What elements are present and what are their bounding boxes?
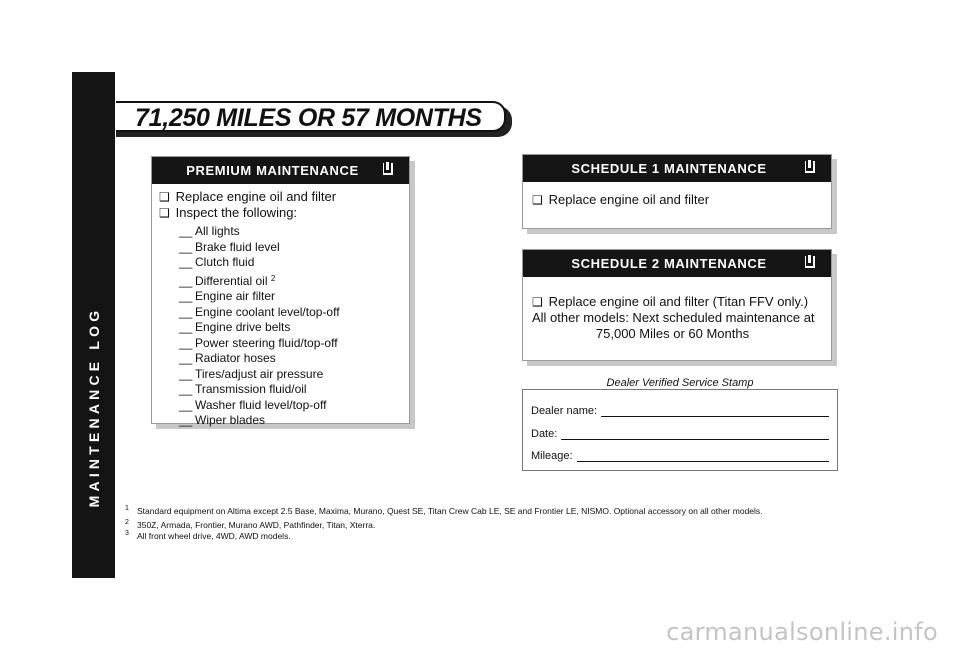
checkbox-icon xyxy=(383,163,393,175)
inspect-item[interactable]: __ Washer fluid level/top-off xyxy=(179,397,327,412)
footnote-number: 3 xyxy=(125,530,129,537)
sidebar-title: MAINTENANCE LOG xyxy=(85,306,102,508)
schedule-2-note: All other models: Next scheduled maintenance at xyxy=(532,310,815,325)
checkbox-icon: ❑ xyxy=(532,295,543,309)
checkbox-icon xyxy=(805,256,815,268)
inspect-item[interactable]: __ Engine air filter xyxy=(179,289,276,303)
inspect-item[interactable]: __ Tires/adjust air pressure xyxy=(179,366,324,381)
schedule-2-item[interactable] xyxy=(532,294,831,310)
inspect-item[interactable]: __ Clutch fluid xyxy=(179,255,255,269)
premium-maintenance-title: PREMIUM MAINTENANCE xyxy=(186,163,359,178)
footnotes xyxy=(125,506,845,543)
schedule-1-header xyxy=(523,155,831,182)
item-label: Replace engine oil and filter xyxy=(548,192,710,207)
footnote-text: 350Z, Armada, Frontier, Murano AWD, Pathfinder, Titan, Xterra. xyxy=(137,519,376,530)
inspect-item[interactable]: __ Transmission fluid/oil xyxy=(179,382,307,396)
date-field[interactable] xyxy=(561,427,829,440)
page-number: 38 xyxy=(86,598,101,612)
mileage-row xyxy=(531,446,829,462)
footnote-ref: 2 xyxy=(270,273,276,283)
schedule-1-item[interactable] xyxy=(523,182,831,208)
checkbox-icon: ❑ xyxy=(532,193,543,207)
inspect-item[interactable]: __ Radiator hoses xyxy=(179,351,276,365)
mileage-label: Mileage: xyxy=(531,450,573,462)
checkbox-icon xyxy=(805,161,815,173)
footnote xyxy=(125,531,845,542)
inspect-item[interactable]: __ Engine coolant level/top-off xyxy=(179,304,340,319)
footnote-text: Standard equipment on Altima except 2.5 Base, Maxima, Murano, Quest SE, Titan Crew Cab LE, SE and Frontier LE, NISMO. Optional accessory on all other models. xyxy=(137,506,763,516)
footnote-number: 2 xyxy=(125,518,129,526)
date-row xyxy=(531,424,829,440)
date-label: Date: xyxy=(531,428,558,440)
sidebar xyxy=(72,72,115,612)
inspect-item[interactable]: __ Power steering fluid/top-off xyxy=(179,335,338,350)
schedule-2-box xyxy=(522,249,832,361)
premium-item-replace-oil[interactable] xyxy=(159,189,409,205)
stamp-caption: Dealer Verified Service Stamp xyxy=(606,377,754,389)
inspect-item[interactable]: __ Wiper blades xyxy=(179,413,266,427)
inspect-item[interactable]: __ Differential oil $^2$ xyxy=(179,273,276,288)
footnote xyxy=(125,520,845,531)
schedule-2-note-interval: 75,000 Miles or 60 Months xyxy=(595,326,750,341)
footnote-text: All front wheel drive, 4WD, AWD models. xyxy=(137,531,291,541)
schedule-1-box xyxy=(522,154,832,229)
checkbox-icon: ❑ xyxy=(159,190,170,204)
premium-maintenance-box xyxy=(151,156,410,427)
mileage-field[interactable] xyxy=(577,449,829,462)
footnote-number: 1 xyxy=(125,505,129,512)
item-label: Inspect the following: xyxy=(175,205,298,220)
schedule-2-title: SCHEDULE 2 MAINTENANCE xyxy=(571,256,767,271)
inspect-item[interactable]: __ All lights xyxy=(179,224,240,238)
dealer-stamp-box xyxy=(522,389,838,471)
banner-title: 71,250 MILES OR 57 MONTHS xyxy=(135,104,482,132)
item-label: Replace engine oil and filter xyxy=(175,189,337,204)
footnote xyxy=(125,506,845,517)
inspect-item[interactable]: __ Brake fluid level xyxy=(179,239,280,254)
dealer-name-label: Dealer name: xyxy=(531,405,598,417)
schedule-1-title: SCHEDULE 1 MAINTENANCE xyxy=(571,161,767,176)
premium-item-inspect[interactable] xyxy=(159,205,409,221)
inspect-item[interactable]: __ Engine drive belts xyxy=(179,320,291,334)
dealer-name-row xyxy=(531,401,829,417)
premium-maintenance-header xyxy=(152,157,409,184)
watermark: carmanualsonline.info xyxy=(666,618,938,646)
checkbox-icon: ❑ xyxy=(159,206,170,220)
dealer-name-field[interactable] xyxy=(601,404,829,417)
schedule-2-header xyxy=(523,250,831,277)
item-label: Replace engine oil and filter (Titan FFV only.) xyxy=(548,294,809,309)
